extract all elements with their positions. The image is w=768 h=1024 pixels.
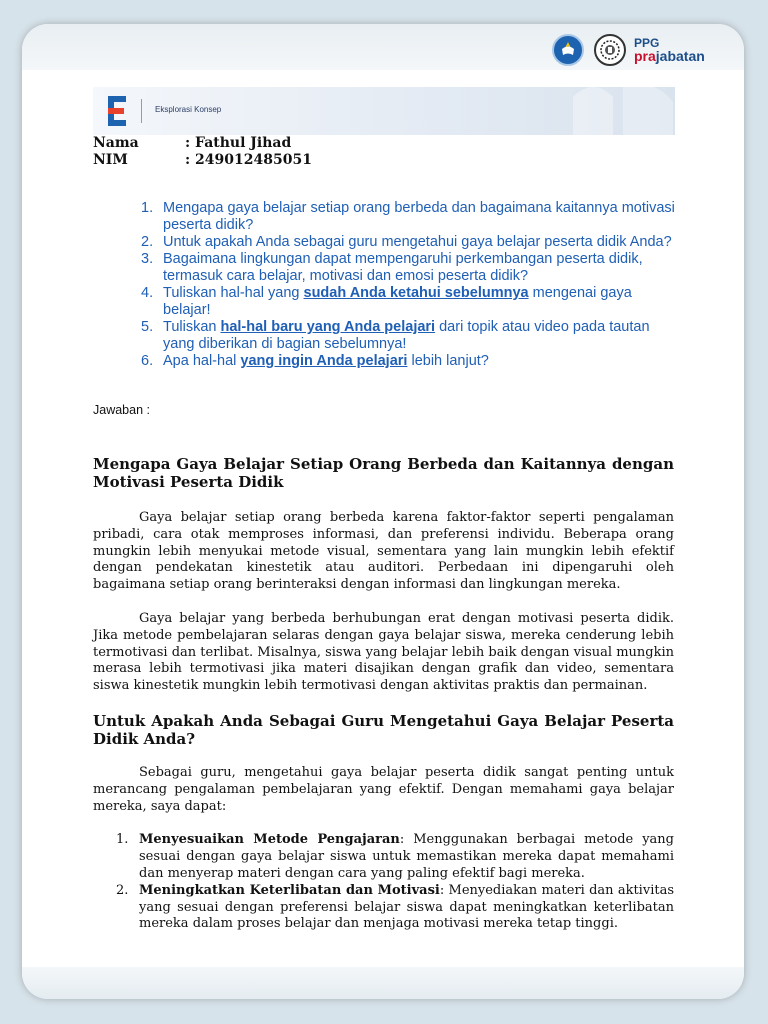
question-item: 1. Mengapa gaya belajar setiap orang berbeda dan bagaimana kaitannya motivasi peserta didik? xyxy=(141,200,675,233)
question-item: 5. Tuliskan hal-hal baru yang Anda pelajari dari topik atau video pada tautan yang diberikan di bagian sebelumnya! xyxy=(141,319,650,352)
university-seal-icon xyxy=(594,34,626,66)
banner-title: Eksplorasi Konsep xyxy=(155,105,222,114)
frame-bottom-band xyxy=(22,967,744,999)
banner-decoration-icon xyxy=(563,87,675,135)
nim-value: : 249012485051 xyxy=(185,152,312,168)
question-item: 4. Tuliskan hal-hal yang sudah Anda ketahui sebelumnya mengenai gaya belajar! xyxy=(141,285,632,318)
list-item: 1. Menyesuaikan Metode Pengajaran: Menggunakan berbagai metode yang sesuai dengan gaya belajar siswa untuk memastikan mereka dapat memahami dan menyerap materi dengan cara yang paling efektif bagi mereka. xyxy=(116,832,674,881)
question-item: 6. Apa hal-hal yang ingin Anda pelajari lebih lanjut? xyxy=(141,353,489,369)
paragraph: Gaya belajar yang berbeda berhubungan erat dengan motivasi peserta didik. Jika metode pembelajaran selaras dengan gaya belajar siswa, mereka cenderung lebih termotivasi dan terlibat. Misalnya, siswa yang belajar lebih baik dengan visual mungkin merasa lebih termotivasi jika materi disajikan dengan grafik dan video, sementara siswa kinestetik mungkin lebih termotivasi dengan aktivitas praktis dan permainan. xyxy=(93,610,675,694)
nama-label: Nama xyxy=(93,135,139,151)
paragraph: Gaya belajar setiap orang berbeda karena faktor-faktor seperti pengalaman pribadi, cara otak memproses informasi, dan preferensi individu. Beberapa orang mungkin lebih menyukai metode visual, sementara yang lain mungkin lebih efektif dengan pendekatan kinestetik atau auditori. Perbedaan ini dipengaruhi oleh bagaimana setiap orang berinteraksi dengan informasi dan lingkungan mereka. xyxy=(93,510,674,593)
section-heading: Untuk Apakah Anda Sebagai Guru Mengetahui Gaya Belajar Peserta Didik Anda? xyxy=(93,711,674,748)
ppg-prajabatan-logo xyxy=(634,37,705,63)
kemdikbud-logo-icon xyxy=(552,34,584,66)
ppg-label: PPG xyxy=(634,36,660,50)
prajabatan-label: prajabatan xyxy=(634,48,705,64)
section-heading: Mengapa Gaya Belajar Setiap Orang Berbeda dan Kaitannya dengan Motivasi Peserta Didik xyxy=(93,455,674,491)
e-logo-icon xyxy=(108,96,130,126)
answer-label: Jawaban : xyxy=(93,403,150,417)
student-identity xyxy=(93,135,312,169)
nim-label: NIM xyxy=(93,152,128,168)
question-list xyxy=(141,200,681,370)
nama-value: : Fathul Jihad xyxy=(185,135,292,151)
list-item: 2. Meningkatkan Keterlibatan dan Motivasi: Menyediakan materi dan aktivitas yang sesuai dengan preferensi belajar siswa dapat meningkatkan keterlibatan mereka dalam proses belajar dan menjaga motivasi mereka tetap tinggi. xyxy=(116,882,674,932)
banner-divider xyxy=(141,99,142,123)
paragraph: Sebagai guru, mengetahui gaya belajar peserta didik sangat penting untuk merancang pengalaman pembelajaran yang efektif. Dengan memahami gaya belajar mereka, saya dapat: xyxy=(93,764,674,814)
section-banner xyxy=(93,87,675,135)
numbered-list xyxy=(93,832,674,933)
question-item: 3. Bagaimana lingkungan dapat mempengaruhi perkembangan peserta didik, termasuk cara belajar, motivasi dan emosi peserta didik? xyxy=(141,251,643,284)
answer-content xyxy=(93,455,674,933)
question-item: 2. Untuk apakah Anda sebagai guru mengetahui gaya belajar peserta didik Anda? xyxy=(141,234,672,250)
header-logos xyxy=(552,34,705,66)
